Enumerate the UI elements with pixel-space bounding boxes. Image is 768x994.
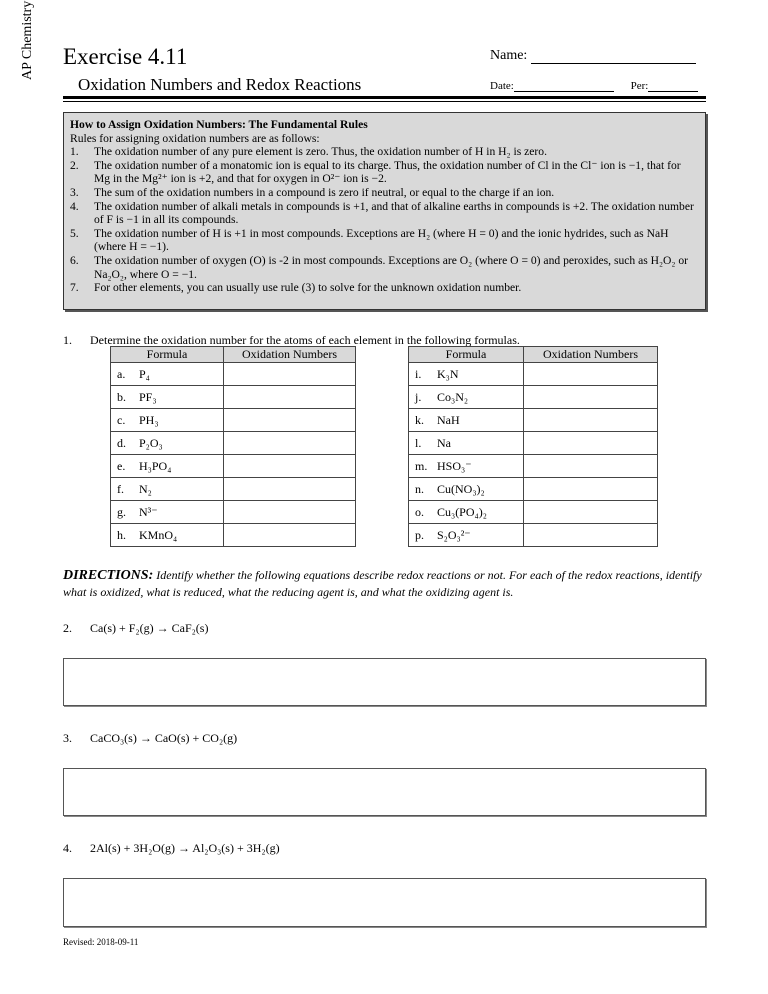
rule-number: 7. xyxy=(70,281,79,295)
answer-box[interactable] xyxy=(63,658,706,706)
directions-text: Identify whether the following equations describe redox reactions or not. For each of the redox reactions, identify what is oxidized, what is reduced, what the reducing agent is, and what the oxidizing agent is. xyxy=(63,568,702,599)
rule-text: The oxidation number of any pure element is zero. Thus, the oxidation number of H in H₂ is zero. xyxy=(94,145,547,159)
formula: KMnO₄ xyxy=(139,527,178,542)
formula-cell xyxy=(409,455,524,478)
rules-intro: Rules for assigning oxidation numbers are as follows: xyxy=(70,131,320,145)
formula-cell xyxy=(409,478,524,501)
table-row xyxy=(409,432,658,455)
date-per-fields[interactable] xyxy=(490,79,698,92)
formula-cell xyxy=(409,386,524,409)
item-letter: a. xyxy=(117,366,126,381)
rule-number: 5. xyxy=(70,226,79,240)
col-formula: Formula xyxy=(111,347,224,363)
table-header xyxy=(409,347,658,363)
formula: N³⁻ xyxy=(139,504,158,519)
formula-table-left xyxy=(110,346,356,547)
item-letter: f. xyxy=(117,481,124,496)
table-row xyxy=(111,478,356,501)
formula-cell xyxy=(409,363,524,386)
rule-item xyxy=(70,200,699,227)
rule-text: The oxidation number of oxygen (O) is -2 in most compounds. Exceptions are O₂ (where O = 0) and peroxides, such as H₂O₂ or Na₂O₂, where O = −1. xyxy=(94,253,689,281)
formula: P₄ xyxy=(139,366,150,381)
item-letter: i. xyxy=(415,366,422,381)
formula-cell xyxy=(409,524,524,547)
rule-item xyxy=(70,145,699,159)
revised-date: Revised: 2018-09-11 xyxy=(63,937,139,947)
date-label: Date: xyxy=(490,80,514,92)
oxidation-answer-cell[interactable] xyxy=(524,455,658,478)
rule-item xyxy=(70,186,699,200)
formula-cell xyxy=(111,386,224,409)
formula-cell xyxy=(409,409,524,432)
formula: Co₃N₂ xyxy=(437,389,469,404)
name-label: Name: xyxy=(490,48,528,63)
oxidation-answer-cell[interactable] xyxy=(224,478,356,501)
item-letter: l. xyxy=(415,435,422,450)
formula-cell xyxy=(409,432,524,455)
oxidation-answer-cell[interactable] xyxy=(524,409,658,432)
question-4 xyxy=(63,841,280,856)
rule-item xyxy=(70,227,699,254)
col-formula: Formula xyxy=(409,347,524,363)
oxidation-answer-cell[interactable] xyxy=(524,478,658,501)
formula-cell xyxy=(111,501,224,524)
oxidation-answer-cell[interactable] xyxy=(524,363,658,386)
formula: Cu(NO₃)₂ xyxy=(437,481,485,496)
table-row xyxy=(111,455,356,478)
formula-cell xyxy=(409,501,524,524)
item-letter: j. xyxy=(415,389,422,404)
item-letter: m. xyxy=(415,458,428,473)
rules-heading: How to Assign Oxidation Numbers: The Fundamental Rules xyxy=(70,118,368,131)
header-divider-thin xyxy=(63,101,706,102)
question-number: 3. xyxy=(63,731,72,745)
name-field[interactable] xyxy=(490,48,696,64)
table-row xyxy=(409,478,658,501)
table-row xyxy=(409,409,658,432)
formula: Cu₃(PO₄)₂ xyxy=(437,504,487,519)
table-row xyxy=(409,501,658,524)
formula-cell xyxy=(111,455,224,478)
question-number: 2. xyxy=(63,621,72,635)
item-letter: p. xyxy=(415,527,424,542)
item-letter: e. xyxy=(117,458,126,473)
per-label: Per: xyxy=(630,80,649,92)
formula: PF₃ xyxy=(139,389,157,404)
answer-box[interactable] xyxy=(63,768,706,816)
item-letter: n. xyxy=(415,481,424,496)
formula-cell xyxy=(111,478,224,501)
item-letter: d. xyxy=(117,435,126,450)
item-letter: g. xyxy=(117,504,126,519)
question-number: 4. xyxy=(63,841,72,855)
question-number: 1. xyxy=(63,333,72,347)
table-row xyxy=(111,409,356,432)
table-row xyxy=(111,501,356,524)
equation: 2Al(s) + 3H₂O(g) → Al₂O₃(s) + 3H₂(g) xyxy=(90,841,280,855)
equation: CaCO₃(s) → CaO(s) + CO₂(g) xyxy=(90,731,238,745)
formula-table-right xyxy=(408,346,658,547)
item-letter: c. xyxy=(117,412,126,427)
formula-cell xyxy=(111,524,224,547)
equation: Ca(s) + F₂(g) → CaF₂(s) xyxy=(90,621,209,635)
page-title: Exercise 4.11 xyxy=(63,44,188,69)
formula: K₃N xyxy=(437,366,459,381)
oxidation-answer-cell[interactable] xyxy=(224,386,356,409)
rule-text: For other elements, you can usually use rule (3) to solve for the unknown oxidation number. xyxy=(94,281,522,295)
formula-cell xyxy=(111,432,224,455)
directions xyxy=(63,567,708,600)
oxidation-answer-cell[interactable] xyxy=(224,409,356,432)
item-letter: k. xyxy=(415,412,424,427)
rule-number: 2. xyxy=(70,158,79,172)
table-header xyxy=(111,347,356,363)
formula: NaH xyxy=(437,412,460,427)
formula: HSO₃⁻ xyxy=(437,458,472,473)
formula: PH₃ xyxy=(139,412,159,427)
table-row xyxy=(111,432,356,455)
oxidation-answer-cell[interactable] xyxy=(524,524,658,547)
formula: Na xyxy=(437,435,451,450)
oxidation-answer-cell[interactable] xyxy=(224,501,356,524)
table-row xyxy=(111,524,356,547)
page-subtitle: Oxidation Numbers and Redox Reactions xyxy=(78,75,362,94)
rule-text: The oxidation number of alkali metals in compounds is +1, and that of alkaline earths in compounds is +2. The oxidation number of F is −1 in all its compounds. xyxy=(94,199,694,227)
table-row xyxy=(409,363,658,386)
rules-box xyxy=(63,112,706,310)
formula-cell xyxy=(111,409,224,432)
col-oxidation-numbers: Oxidation Numbers xyxy=(224,347,356,363)
table-row xyxy=(111,386,356,409)
rule-number: 6. xyxy=(70,253,79,267)
directions-label: DIRECTIONS: xyxy=(63,568,154,583)
question-text: Determine the oxidation number for the atoms of each element in the following formulas. xyxy=(90,333,520,347)
formula: H₃PO₄ xyxy=(139,458,172,473)
formula: S₂O₃²⁻ xyxy=(437,527,471,542)
question-3 xyxy=(63,731,237,746)
table-row xyxy=(409,455,658,478)
question-2 xyxy=(63,621,208,636)
rule-number: 4. xyxy=(70,199,79,213)
formula-cell xyxy=(111,363,224,386)
table-row xyxy=(409,524,658,547)
oxidation-answer-cell[interactable] xyxy=(524,501,658,524)
oxidation-answer-cell[interactable] xyxy=(224,363,356,386)
rule-text: The sum of the oxidation numbers in a compound is zero if neutral, or equal to the charge if an ion. xyxy=(94,185,555,199)
formula: P₂O₃ xyxy=(139,435,163,450)
table-row xyxy=(409,386,658,409)
header-divider xyxy=(63,96,706,99)
oxidation-answer-cell[interactable] xyxy=(224,524,356,547)
rule-number: 3. xyxy=(70,185,79,199)
rule-item xyxy=(70,159,699,186)
oxidation-answer-cell[interactable] xyxy=(224,455,356,478)
rule-number: 1. xyxy=(70,145,79,159)
oxidation-answer-cell[interactable] xyxy=(524,432,658,455)
table-row xyxy=(111,363,356,386)
oxidation-answer-cell[interactable] xyxy=(524,386,658,409)
oxidation-answer-cell[interactable] xyxy=(224,432,356,455)
item-letter: o. xyxy=(415,504,424,519)
rule-item xyxy=(70,281,699,295)
item-letter: h. xyxy=(117,527,126,542)
col-oxidation-numbers: Oxidation Numbers xyxy=(524,347,658,363)
side-label: AP Chemistry xyxy=(20,0,35,80)
item-letter: b. xyxy=(117,389,126,404)
rule-text: The oxidation number of H is +1 in most compounds. Exceptions are H₂ (where H = 0) and the ionic hydrides, such as NaH (where H = −1). xyxy=(94,226,669,254)
rule-text: The oxidation number of a monatomic ion is equal to its charge. Thus, the oxidation number of Cl in the Cl⁻ ion is −1, that for Mg in the Mg²⁺ ion is +2, and that for oxygen in O²⁻ ion is −2. xyxy=(94,158,681,186)
answer-box[interactable] xyxy=(63,878,706,927)
formula: N₂ xyxy=(139,481,152,496)
rule-item xyxy=(70,254,699,281)
